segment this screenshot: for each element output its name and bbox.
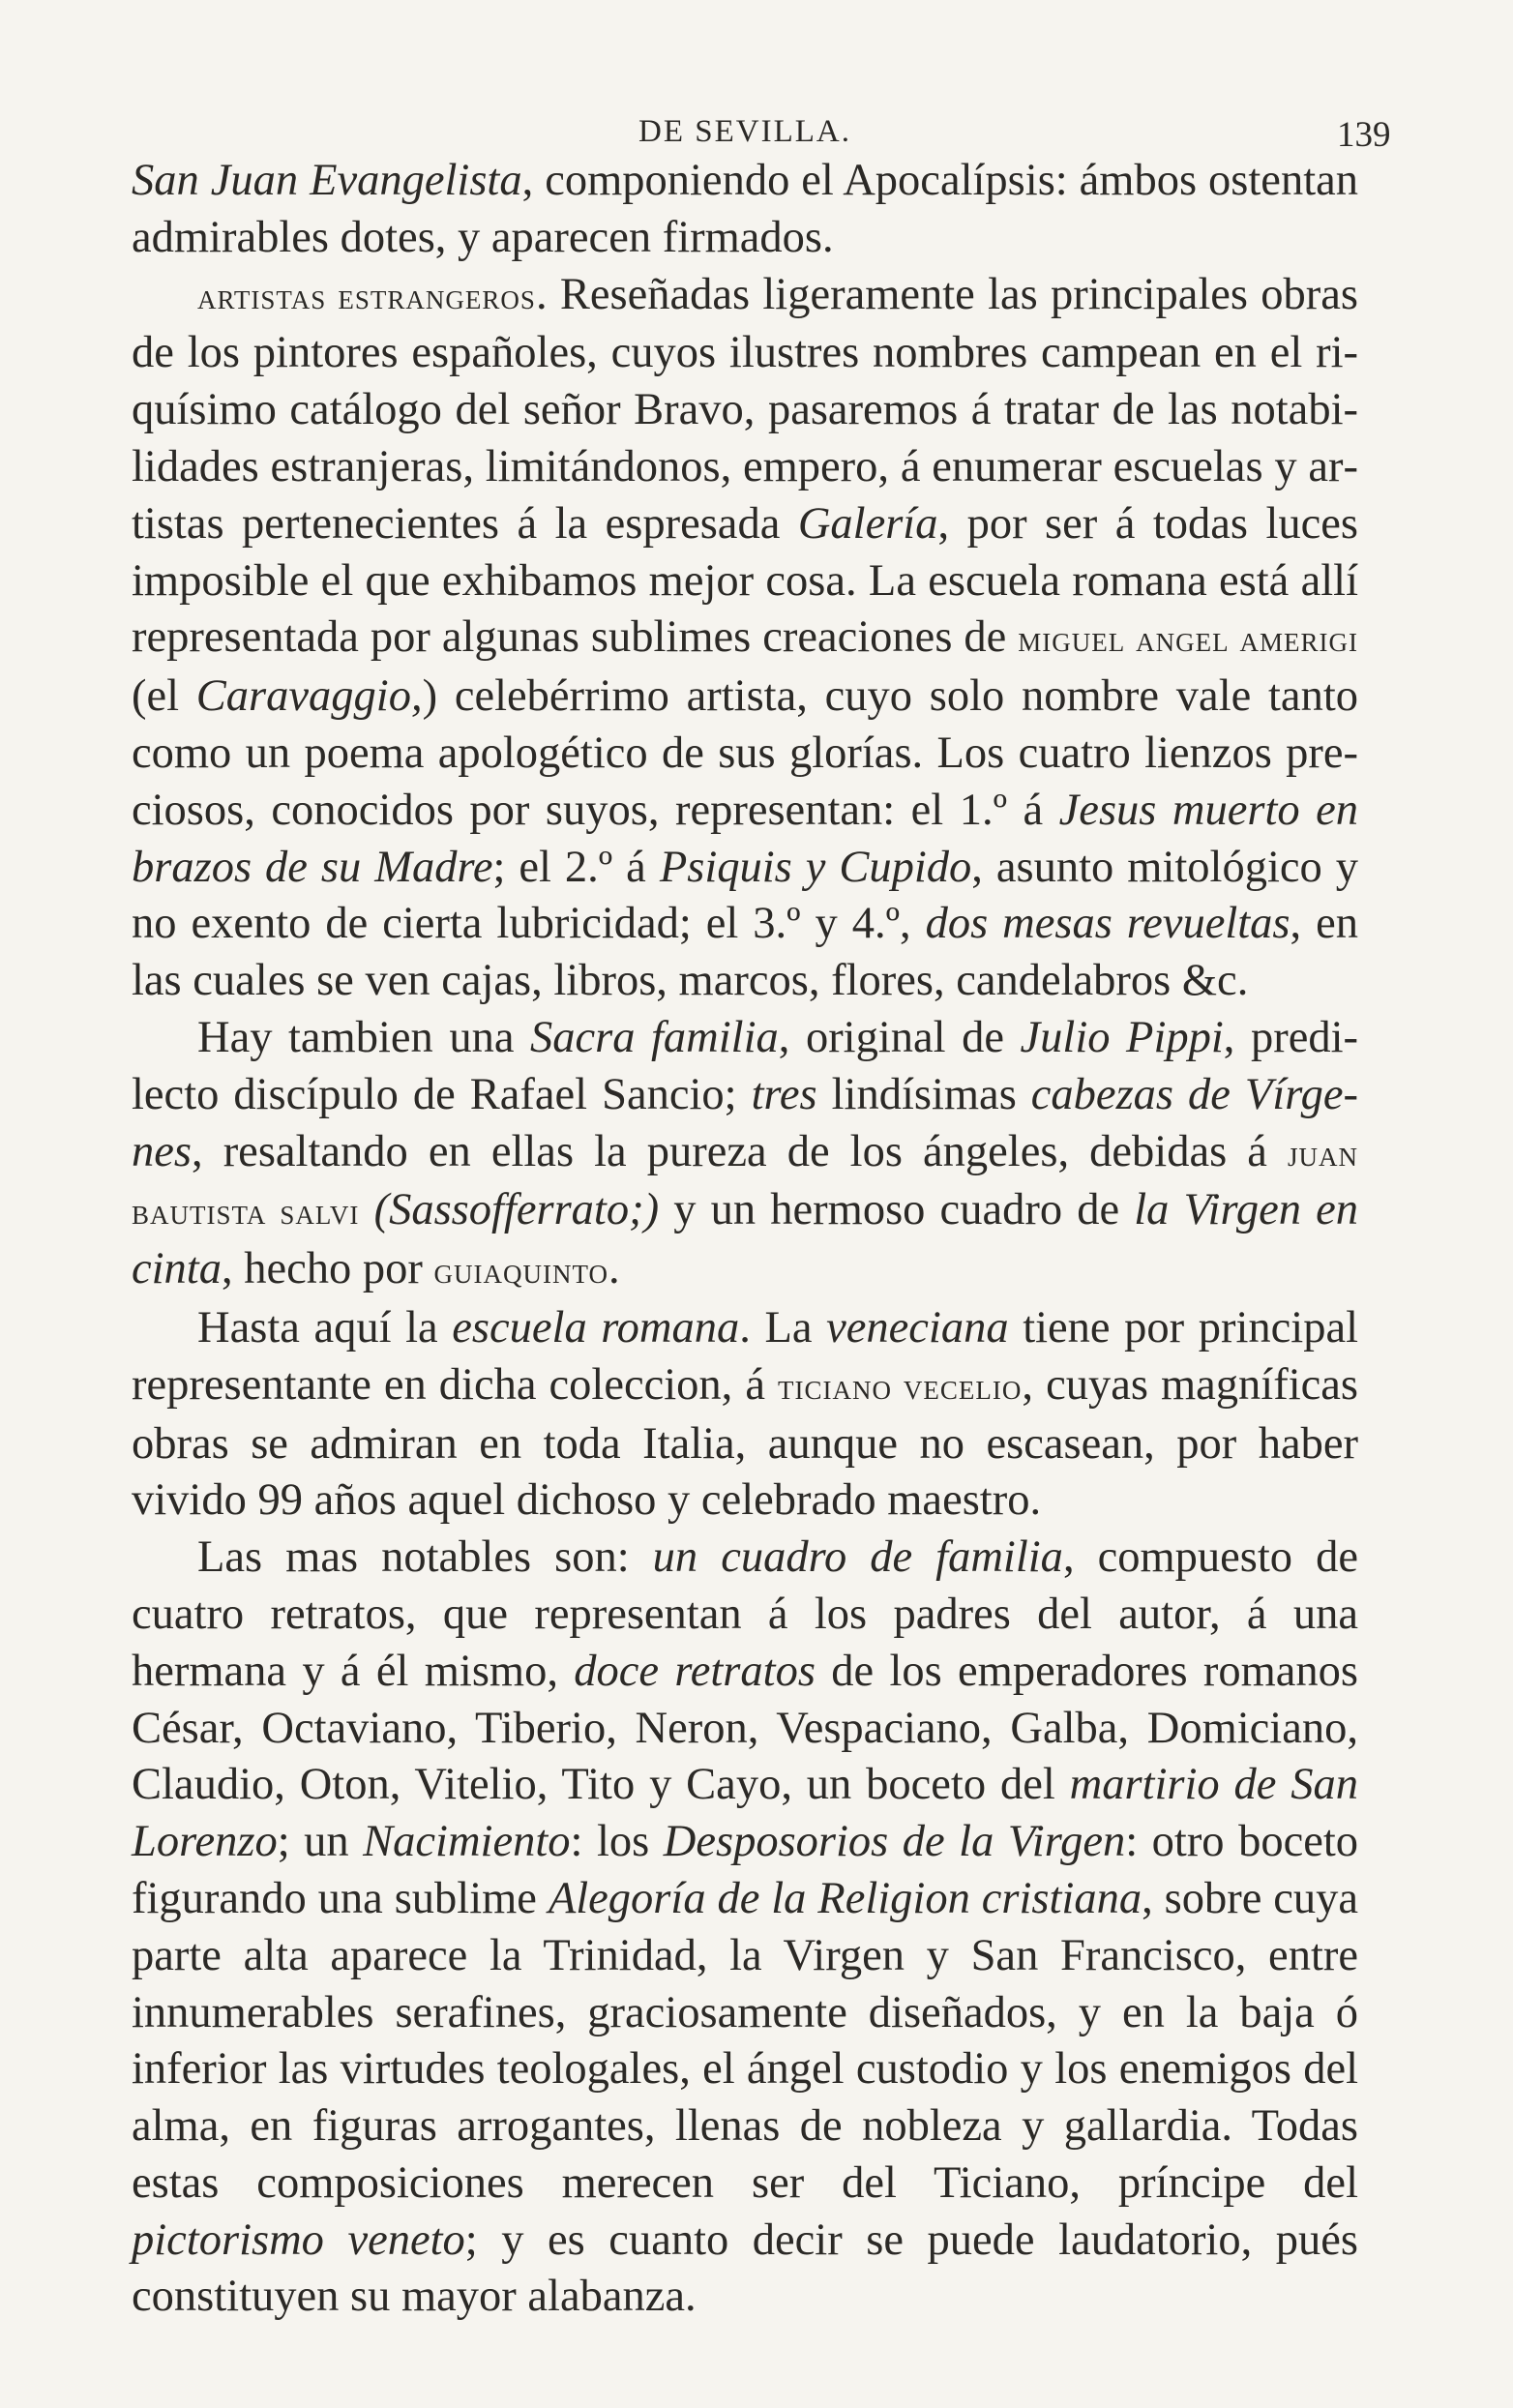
smallcaps-run: miguel angel amerigi <box>1018 619 1358 661</box>
italic-run: Sacra familia <box>530 1012 779 1062</box>
paragraph-venetian-school <box>132 1300 1358 1530</box>
paragraph-sacra-familia <box>132 1010 1358 1300</box>
text-run: . La <box>739 1302 827 1353</box>
running-head: DE SEVILLA. <box>638 114 851 149</box>
italic-run: Nacimiento <box>363 1817 571 1867</box>
text-run: , compuesto de cuatro retratos, que representan á los padres del autor, á una hermana y á él mismo, <box>132 1532 1358 1696</box>
text-run: : los <box>570 1817 664 1867</box>
text-run: . Reseñadas ligeramente las principales obras de los pintores españoles, cuyos ilustres nombres campean en el riquísimo catálogo del señor Bravo, pasaremos á tratar de las notabilidades estranjeras, limitándonos, empero, á enumerar escuelas y artistas pertenecientes á la espresada <box>132 269 1358 549</box>
smallcaps-run: juan bautista salvi <box>132 1133 1358 1234</box>
italic-run: doce retratos <box>574 1646 816 1696</box>
text-run: y un hermoso cuadro de <box>659 1185 1135 1235</box>
text-run: : otro boceto figurando una sublime <box>132 1817 1359 1923</box>
italic-run: (Sassofferrato;) <box>373 1185 660 1235</box>
text-run: (el <box>132 671 196 722</box>
italic-run: Caravaggio, <box>195 671 423 722</box>
text-run: . <box>608 1244 620 1294</box>
body-text <box>132 153 1358 2326</box>
paragraph-titian-works <box>132 1530 1358 2326</box>
text-run <box>359 1185 373 1234</box>
text-run: ; el 2.º á <box>492 842 660 892</box>
italic-run: Alegoría de la Religion cristiana <box>548 1873 1142 1923</box>
text-run: , por ser á todas luces imposible el que exhibamos mejor cosa. La escuela romana está allí representada por algunas sublimes creaciones de <box>132 498 1358 663</box>
italic-run: Jesus muerto en brazos de su Madre <box>132 785 1359 892</box>
italic-run: San Juan Evangelista <box>132 156 522 205</box>
text-run: , original de <box>778 1012 1021 1062</box>
italic-run: cabezas de Vírgenes <box>132 1069 1358 1176</box>
paragraph-foreign-artists <box>132 267 1358 1010</box>
italic-run: un cuadro de familia <box>652 1532 1063 1583</box>
italic-run: Julio Pippi <box>1020 1012 1224 1062</box>
text-run: , componiendo el Apocalípsis: ámbos ostentan admirables dotes, y aparecen firmados. <box>132 156 1358 262</box>
text-run: ; un <box>277 1817 364 1867</box>
text-run: , predilecto discípulo de Rafael Sancio; <box>132 1012 1358 1119</box>
italic-run: la Virgen en cinta <box>132 1185 1359 1294</box>
italic-run: martirio de San Lorenzo <box>132 1760 1359 1867</box>
smallcaps-run: guiaquinto <box>433 1251 608 1293</box>
italic-run: Desposorios de la Virgen <box>663 1817 1126 1867</box>
text-run: Las mas notables son: <box>197 1532 653 1583</box>
text-run: Hasta aquí la <box>197 1302 453 1353</box>
text-run: Hay tambien una <box>197 1012 530 1062</box>
italic-run: Galería <box>797 498 938 549</box>
text-run: , en las cuales se ven cajas, libros, marcos, flores, candelabros &c. <box>132 899 1358 1006</box>
text-run: de los emperadores romanos César, Octaviano, Tiberio, Neron, Vespaciano, Galba, Domiciano, Claudio, Oton, Vitelio, Tito y Cayo, un boceto del <box>132 1646 1359 1810</box>
paragraph-continuation <box>132 153 1358 267</box>
italic-run: pictorismo veneto <box>132 2215 465 2265</box>
italic-run: Psiquis y Cupido <box>659 842 972 892</box>
text-run: ) celebérrimo artista, cuyo solo nombre vale tanto como un poema apologético de sus glorías. Los cuatro lienzos preciosos, conocidos por suyos, representan: el 1.º á <box>132 671 1358 835</box>
text-run: lindísimas <box>816 1069 1031 1119</box>
smallcaps-run: ticiano vecelio <box>778 1366 1023 1408</box>
italic-run: tres <box>751 1069 817 1119</box>
text-run: ; y es cuanto decir se puede laudatorio, pués constituyen su mayor alabanza. <box>132 2215 1358 2322</box>
italic-run: dos mesas revueltas <box>925 899 1290 949</box>
text-run: , hecho por <box>221 1244 434 1294</box>
italic-run: veneciana <box>826 1302 1009 1353</box>
italic-run: escuela romana <box>452 1302 740 1353</box>
page-number: 139 <box>1337 115 1391 155</box>
smallcaps-run: artistas estrangeros <box>197 276 536 317</box>
text-run: tiene por principal representante en dicha coleccion, á <box>132 1302 1359 1410</box>
text-run: , cuyas magníficas obras se admiran en toda Italia, aunque no escasean, por haber vivido 99 años aquel dichoso y celebrado maestro. <box>132 1359 1358 1526</box>
text-run: , resaltando en ellas la pureza de los ángeles, debidas á <box>192 1126 1288 1176</box>
text-run: , asunto mitológico y no exento de cierta lubricidad; el 3.º y 4.º, <box>132 842 1358 949</box>
text-run: , sobre cuya parte alta aparece la Trinidad, la Virgen y San Francisco, entre innumerables serafines, graciosamente diseñados, y en la baja ó inferior las virtudes teologales, el ángel custodio y los enemigos del alma, en figuras arrogantes, llenas de nobleza y gallardia. Todas estas composiciones merecen ser del Ticiano, príncipe del <box>132 1873 1358 2208</box>
